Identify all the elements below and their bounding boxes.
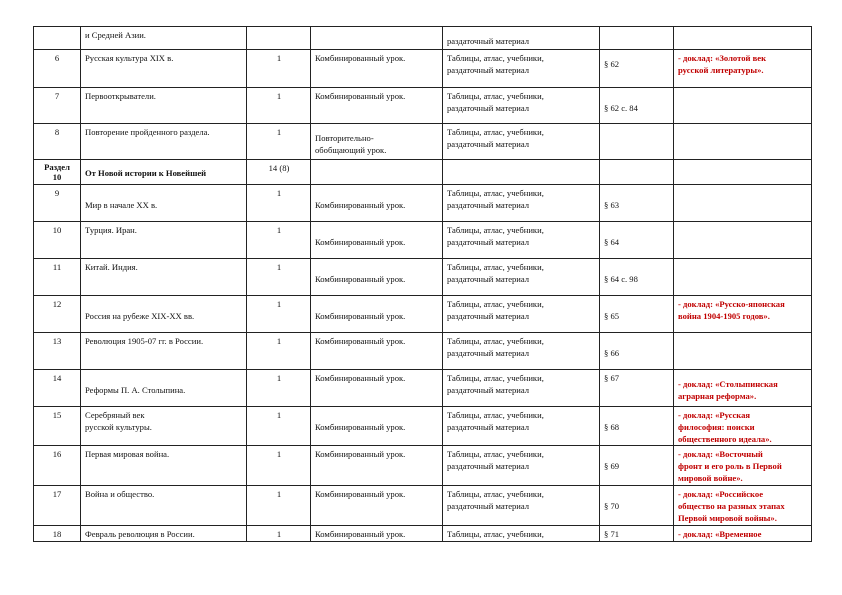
lesson-homework: - доклад: «Восточный фронт и его роль в Первой мировой войне».	[674, 446, 812, 486]
empty-cell	[674, 160, 812, 185]
lesson-homework	[674, 27, 812, 50]
lesson-hours: 1	[247, 407, 311, 446]
lesson-topic: Россия на рубеже XIX-XX вв.	[81, 296, 247, 333]
lesson-paragraph: § 67	[600, 370, 674, 407]
lesson-number: 10	[34, 222, 81, 259]
lesson-materials: Таблицы, атлас, учебники, раздаточный материал	[443, 259, 600, 296]
table-row	[34, 50, 812, 88]
lesson-homework: - доклад: «Золотой век русской литературы».	[674, 50, 812, 88]
lesson-hours: 1	[247, 296, 311, 333]
lesson-number: 14	[34, 370, 81, 407]
lesson-type: Комбинированный урок.	[311, 526, 443, 542]
lesson-hours: 1	[247, 124, 311, 160]
lesson-type: Комбинированный урок.	[311, 259, 443, 296]
lesson-topic: Русская культура XIX в.	[81, 50, 247, 88]
table-row	[34, 296, 812, 333]
lesson-materials: Таблицы, атлас, учебники, раздаточный материал	[443, 185, 600, 222]
lesson-homework	[674, 124, 812, 160]
lesson-paragraph: § 64 с. 98	[600, 259, 674, 296]
lesson-topic: и Средней Азии.	[81, 27, 247, 50]
lesson-type: Комбинированный урок.	[311, 446, 443, 486]
lesson-hours: 1	[247, 185, 311, 222]
lesson-number: 15	[34, 407, 81, 446]
empty-cell	[443, 160, 600, 185]
table-row	[34, 370, 812, 407]
section-number: Раздел 10	[34, 160, 81, 185]
lesson-hours: 1	[247, 370, 311, 407]
lesson-materials: Таблицы, атлас, учебники, раздаточный материал	[443, 333, 600, 370]
lesson-type: Комбинированный урок.	[311, 185, 443, 222]
table-row	[34, 27, 812, 50]
lesson-topic: Война и общество.	[81, 486, 247, 526]
lesson-number: 6	[34, 50, 81, 88]
lesson-topic: Февраль революция в России.	[81, 526, 247, 542]
lesson-homework	[674, 222, 812, 259]
lesson-hours: 1	[247, 333, 311, 370]
empty-cell	[600, 160, 674, 185]
lesson-number: 12	[34, 296, 81, 333]
lesson-number: 11	[34, 259, 81, 296]
lesson-materials: раздаточный материал	[443, 27, 600, 50]
lesson-hours: 1	[247, 259, 311, 296]
lesson-hours: 1	[247, 446, 311, 486]
lesson-paragraph: § 70	[600, 486, 674, 526]
table-row	[34, 446, 812, 486]
lesson-hours: 1	[247, 486, 311, 526]
lesson-homework	[674, 88, 812, 124]
lesson-type: Повторительно- обобщающий урок.	[311, 124, 443, 160]
table-row	[34, 185, 812, 222]
lesson-paragraph: § 68	[600, 407, 674, 446]
lesson-materials: Таблицы, атлас, учебники, раздаточный материал	[443, 407, 600, 446]
lesson-number: 18	[34, 526, 81, 542]
section-hours: 14 (8)	[247, 160, 311, 185]
lesson-type: Комбинированный урок.	[311, 222, 443, 259]
lesson-materials: Таблицы, атлас, учебники, раздаточный материал	[443, 446, 600, 486]
lesson-number: 16	[34, 446, 81, 486]
lesson-topic: Революция 1905-07 гг. в России.	[81, 333, 247, 370]
lesson-materials: Таблицы, атлас, учебники, раздаточный материал	[443, 222, 600, 259]
lesson-homework: - доклад: «Русская философия: поиски общественного идеала».	[674, 407, 812, 446]
lesson-number: 8	[34, 124, 81, 160]
lesson-hours: 1	[247, 50, 311, 88]
lesson-type: Комбинированный урок.	[311, 88, 443, 124]
table-row	[34, 259, 812, 296]
lesson-paragraph	[600, 27, 674, 50]
lesson-type: Комбинированный урок.	[311, 407, 443, 446]
lesson-topic: Первая мировая война.	[81, 446, 247, 486]
empty-cell	[311, 160, 443, 185]
table-row	[34, 407, 812, 446]
lesson-plan-table-page	[33, 26, 811, 542]
lesson-topic: Турция. Иран.	[81, 222, 247, 259]
lesson-paragraph	[600, 124, 674, 160]
lesson-plan-table	[33, 26, 812, 542]
lesson-homework	[674, 259, 812, 296]
lesson-homework: - доклад: «Российское общество на разных этапах Первой мировой войны».	[674, 486, 812, 526]
lesson-type: Комбинированный урок.	[311, 486, 443, 526]
lesson-type	[311, 27, 443, 50]
lesson-materials: Таблицы, атлас, учебники, раздаточный материал	[443, 370, 600, 407]
lesson-paragraph: § 62 с. 84	[600, 88, 674, 124]
lesson-topic: Реформы П. А. Столыпина.	[81, 370, 247, 407]
lesson-type: Комбинированный урок.	[311, 370, 443, 407]
lesson-paragraph: § 66	[600, 333, 674, 370]
lesson-type: Комбинированный урок.	[311, 50, 443, 88]
table-row	[34, 486, 812, 526]
lesson-topic: Мир в начале XX в.	[81, 185, 247, 222]
lesson-number	[34, 27, 81, 50]
lesson-homework: - доклад: «Столыпинская аграрная реформа».	[674, 370, 812, 407]
table-row	[34, 526, 812, 542]
lesson-type: Комбинированный урок.	[311, 296, 443, 333]
lesson-paragraph: § 69	[600, 446, 674, 486]
lesson-materials: Таблицы, атлас, учебники, раздаточный материал	[443, 486, 600, 526]
lesson-hours: 1	[247, 526, 311, 542]
lesson-homework	[674, 185, 812, 222]
lesson-paragraph: § 71	[600, 526, 674, 542]
lesson-materials: Таблицы, атлас, учебники,	[443, 526, 600, 542]
lesson-materials: Таблицы, атлас, учебники, раздаточный материал	[443, 50, 600, 88]
lesson-materials: Таблицы, атлас, учебники, раздаточный материал	[443, 88, 600, 124]
lesson-homework: - доклад: «Русско-японская война 1904-1905 годов».	[674, 296, 812, 333]
lesson-hours: 1	[247, 88, 311, 124]
lesson-number: 17	[34, 486, 81, 526]
lesson-hours: 1	[247, 222, 311, 259]
table-row	[34, 222, 812, 259]
table-row	[34, 124, 812, 160]
lesson-paragraph: § 65	[600, 296, 674, 333]
lesson-paragraph: § 62	[600, 50, 674, 88]
lesson-number: 7	[34, 88, 81, 124]
lesson-type: Комбинированный урок.	[311, 333, 443, 370]
lesson-hours	[247, 27, 311, 50]
lesson-number: 9	[34, 185, 81, 222]
lesson-paragraph: § 63	[600, 185, 674, 222]
section-header-row	[34, 160, 812, 185]
lesson-paragraph: § 64	[600, 222, 674, 259]
lesson-topic: Первооткрыватели.	[81, 88, 247, 124]
lesson-number: 13	[34, 333, 81, 370]
lesson-topic: Повторение пройденного раздела.	[81, 124, 247, 160]
lesson-topic: Серебряный век русской культуры.	[81, 407, 247, 446]
lesson-materials: Таблицы, атлас, учебники, раздаточный материал	[443, 124, 600, 160]
lesson-topic: Китай. Индия.	[81, 259, 247, 296]
table-row	[34, 333, 812, 370]
lesson-materials: Таблицы, атлас, учебники, раздаточный материал	[443, 296, 600, 333]
lesson-homework	[674, 333, 812, 370]
section-title: От Новой истории к Новейшей	[81, 160, 247, 185]
lesson-homework: - доклад: «Временное	[674, 526, 812, 542]
table-row	[34, 88, 812, 124]
